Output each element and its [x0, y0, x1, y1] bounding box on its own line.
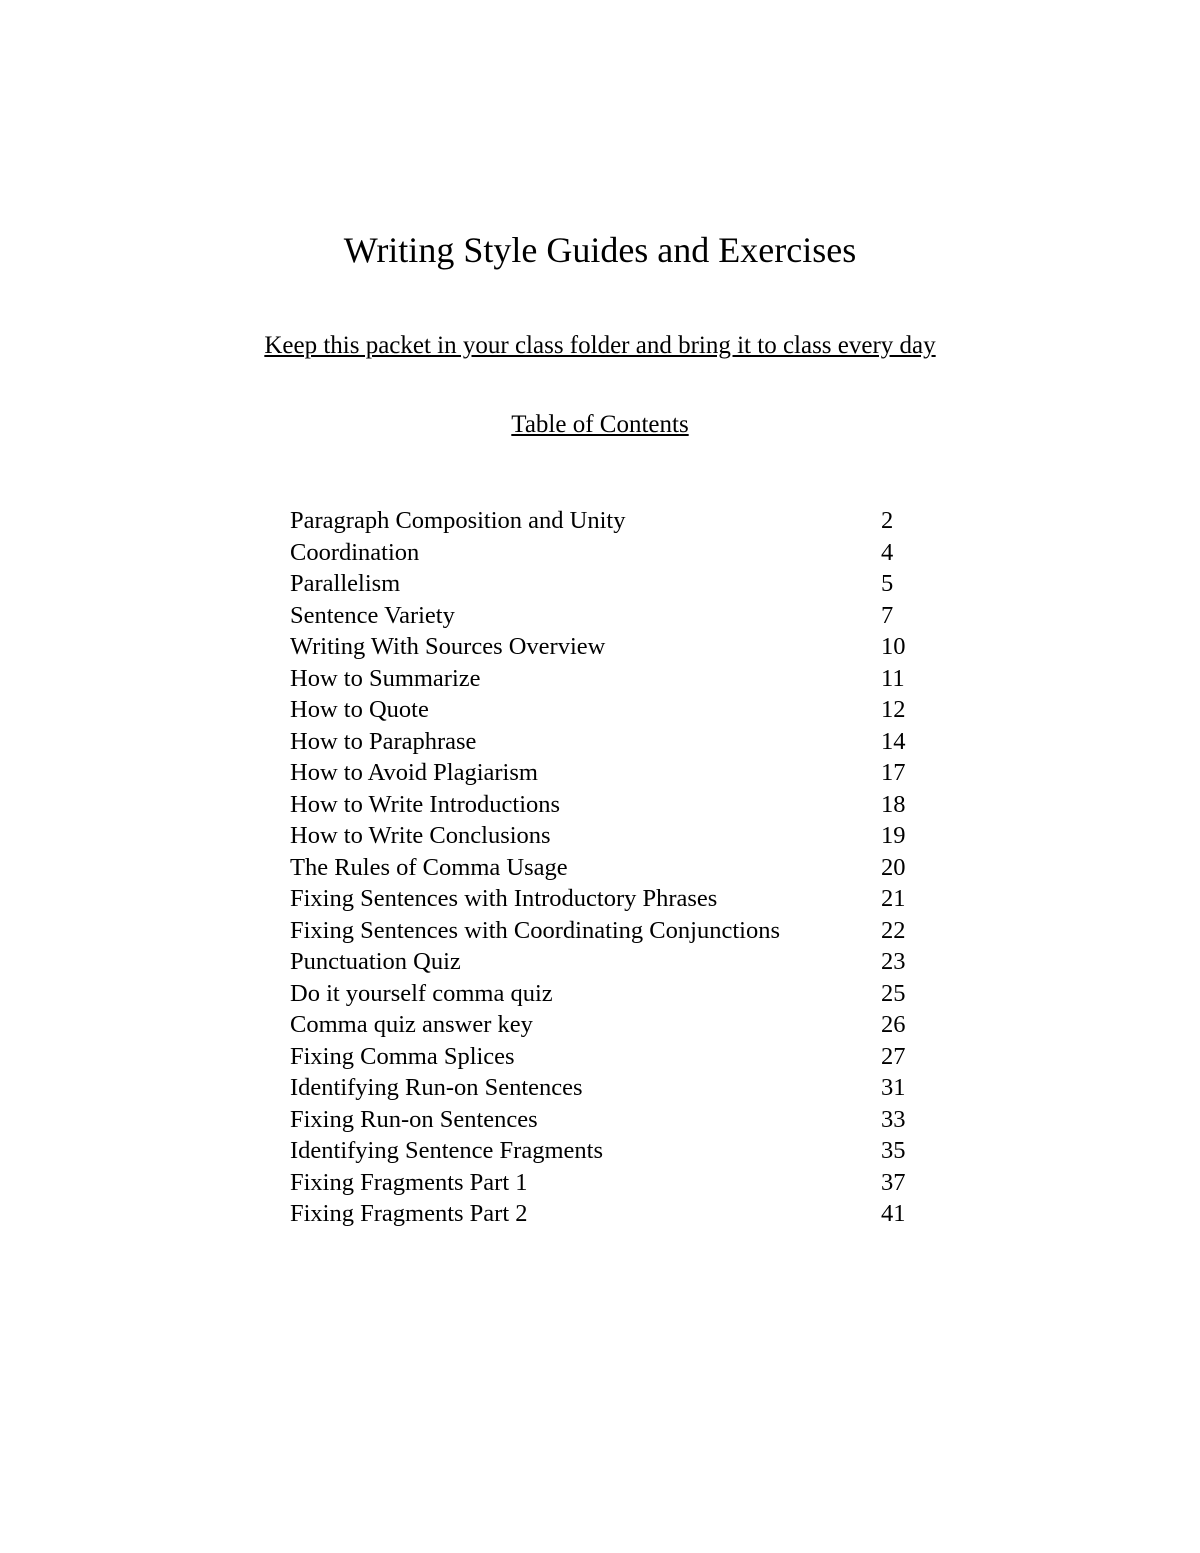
- toc-entry-title: Sentence Variety: [290, 601, 455, 629]
- toc-entry-page: 14: [881, 727, 906, 755]
- toc-entry: [290, 726, 930, 758]
- toc-entry-title: Fixing Run-on Sentences: [290, 1105, 538, 1133]
- toc-entry-title: Paragraph Composition and Unity: [290, 507, 626, 534]
- toc-entry-title: Punctuation Quiz: [290, 948, 461, 975]
- toc-entry: [290, 820, 930, 852]
- toc-entry-page: 22: [881, 916, 906, 944]
- toc-entry: [290, 1167, 930, 1199]
- toc-entry: [290, 600, 930, 632]
- toc-entry: [290, 789, 930, 821]
- toc-entry-title: How to Paraphrase: [290, 727, 477, 755]
- toc-entry: [290, 1198, 930, 1230]
- toc-entry-page: 37: [881, 1168, 906, 1196]
- toc-entry-page: 12: [881, 696, 906, 723]
- toc-entry: [290, 1009, 930, 1041]
- toc-entry-page: 17: [881, 759, 906, 786]
- toc-entry-title: Identifying Run-on Sentences: [290, 1074, 583, 1101]
- toc-entry: [290, 663, 930, 695]
- toc-entry-title: Fixing Comma Splices: [290, 1042, 515, 1070]
- toc-entry-page: 31: [881, 1074, 906, 1101]
- toc-entry: [290, 694, 930, 726]
- toc-entry-page: 33: [881, 1105, 906, 1133]
- toc-entry-page: 25: [881, 979, 906, 1007]
- toc-entry-title: Writing With Sources Overview: [290, 633, 606, 660]
- table-of-contents: [290, 505, 930, 1230]
- toc-entry-page: 21: [881, 885, 906, 912]
- toc-entry: [290, 1104, 930, 1136]
- toc-entry: [290, 757, 930, 789]
- toc-entry: [290, 537, 930, 569]
- toc-entry: [290, 915, 930, 947]
- toc-heading: Table of Contents: [511, 411, 689, 438]
- toc-entry: [290, 1041, 930, 1073]
- toc-entry-title: Fixing Fragments Part 1: [290, 1168, 528, 1196]
- toc-entry-page: 23: [881, 948, 906, 975]
- toc-entry-title: Parallelism: [290, 570, 401, 597]
- toc-entry-page: 7: [881, 601, 894, 629]
- toc-entry-title: The Rules of Comma Usage: [290, 853, 568, 881]
- toc-entry: [290, 1072, 930, 1104]
- toc-entry-page: 10: [881, 633, 906, 660]
- toc-entry-title: Fixing Sentences with Introductory Phrases: [290, 885, 718, 912]
- toc-entry: [290, 883, 930, 915]
- toc-entry-title: How to Quote: [290, 696, 429, 723]
- toc-entry-title: Fixing Fragments Part 2: [290, 1200, 528, 1227]
- toc-entry-page: 26: [881, 1011, 906, 1038]
- toc-entry-page: 19: [881, 822, 906, 849]
- toc-entry-title: How to Avoid Plagiarism: [290, 759, 538, 786]
- toc-entry-title: Identifying Sentence Fragments: [290, 1137, 603, 1164]
- instruction-text: Keep this packet in your class folder and bring it to class every day: [264, 332, 936, 359]
- toc-entry-title: How to Summarize: [290, 664, 481, 692]
- toc-entry-page: 2: [881, 507, 894, 534]
- toc-entry-page: 18: [881, 790, 906, 818]
- toc-entry: [290, 852, 930, 884]
- toc-entry: [290, 505, 930, 537]
- toc-entry-page: 35: [881, 1137, 906, 1164]
- toc-entry-page: 11: [881, 664, 905, 692]
- document-title: Writing Style Guides and Exercises: [343, 230, 857, 270]
- toc-entry-page: 4: [881, 538, 894, 566]
- toc-entry: [290, 631, 930, 663]
- toc-entry-title: Fixing Sentences with Coordinating Conjunctions: [290, 916, 780, 944]
- toc-entry: [290, 946, 930, 978]
- toc-entry: [290, 568, 930, 600]
- toc-entry: [290, 1135, 930, 1167]
- toc-entry-title: Do it yourself comma quiz: [290, 979, 553, 1007]
- toc-entry: [290, 978, 930, 1010]
- toc-entry-title: How to Write Conclusions: [290, 822, 551, 849]
- toc-entry-page: 20: [881, 853, 906, 881]
- toc-entry-page: 5: [881, 570, 894, 597]
- toc-entry-title: How to Write Introductions: [290, 790, 561, 818]
- toc-entry-title: Comma quiz answer key: [290, 1011, 533, 1038]
- toc-entry-title: Coordination: [290, 538, 420, 566]
- toc-entry-page: 27: [881, 1042, 906, 1070]
- toc-entry-page: 41: [881, 1200, 906, 1227]
